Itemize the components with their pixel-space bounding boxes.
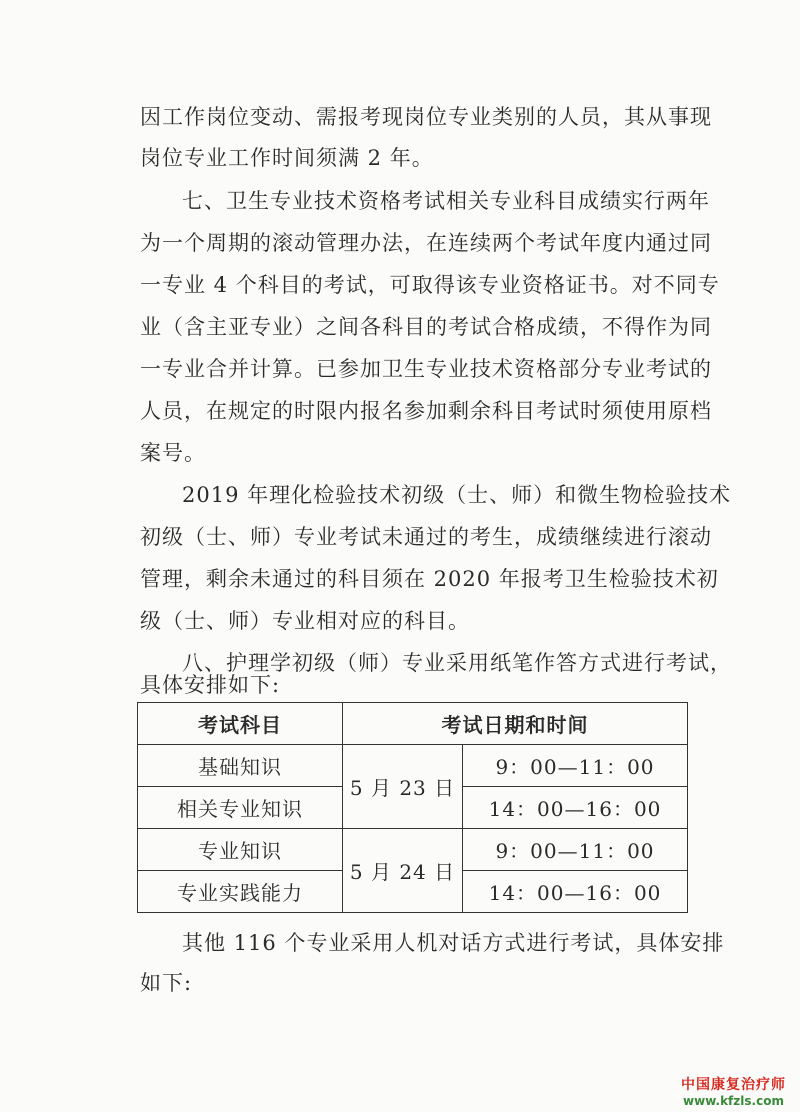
subject-cell: 专业知识 bbox=[138, 829, 343, 871]
date-cell: 5 月 23 日 bbox=[343, 745, 463, 829]
paragraph-line: 如下: bbox=[140, 971, 193, 995]
table-header-row bbox=[138, 703, 688, 745]
header-subject: 考试科目 bbox=[138, 703, 343, 745]
subject-cell: 专业实践能力 bbox=[138, 871, 343, 913]
watermark-text: 中国康复治疗师 bbox=[681, 1077, 786, 1093]
paragraph-line: 人员，在规定的时限内报名参加剩余科目考试时须使用原档 bbox=[140, 399, 712, 423]
paragraph-line: 为一个周期的滚动管理办法，在连续两个考试年度内通过同 bbox=[140, 231, 712, 255]
table-row bbox=[138, 745, 688, 787]
time-cell: 9：00—11：00 bbox=[463, 829, 688, 871]
paragraph-line: 其他 116 个专业采用人机对话方式进行考试，具体安排 bbox=[182, 931, 725, 955]
watermark-logo bbox=[681, 1074, 786, 1108]
time-cell: 9：00—11：00 bbox=[463, 745, 688, 787]
header-datetime: 考试日期和时间 bbox=[343, 703, 688, 745]
date-cell: 5 月 24 日 bbox=[343, 829, 463, 913]
paragraph-line: 八、护理学初级（师）专业采用纸笔作答方式进行考试， bbox=[182, 651, 732, 675]
paragraph-line: 具体安排如下: bbox=[140, 673, 281, 697]
paragraph-line: 岗位专业工作时间须满 2 年。 bbox=[140, 146, 434, 170]
time-cell: 14：00—16：00 bbox=[463, 871, 688, 913]
paragraph-line: 2019 年理化检验技术初级（士、师）和微生物检验技术 bbox=[182, 483, 732, 507]
exam-schedule-table bbox=[137, 702, 688, 913]
subject-cell: 相关专业知识 bbox=[138, 787, 343, 829]
paragraph-line: 七、卫生专业技术资格考试相关专业科目成绩实行两年 bbox=[182, 189, 710, 213]
table-row bbox=[138, 829, 688, 871]
paragraph-line: 管理，剩余未通过的科目须在 2020 年报考卫生检验技术初 bbox=[140, 567, 719, 591]
paragraph-line: 一专业合并计算。已参加卫生专业技术资格部分专业考试的 bbox=[140, 357, 712, 381]
subject-cell: 基础知识 bbox=[138, 745, 343, 787]
paragraph-line: 因工作岗位变动、需报考现岗位专业类别的人员，其从事现 bbox=[140, 105, 712, 129]
paragraph-line: 级（士、师）专业相对应的科目。 bbox=[140, 609, 470, 633]
paragraph-line: 案号。 bbox=[140, 441, 206, 465]
time-cell: 14：00—16：00 bbox=[463, 787, 688, 829]
watermark-url: www.kfzls.com bbox=[683, 1094, 784, 1108]
paragraph-line: 业（含主亚专业）之间各科目的考试合格成绩，不得作为同 bbox=[140, 315, 712, 339]
paragraph-line: 初级（士、师）专业考试未通过的考生，成绩继续进行滚动 bbox=[140, 525, 712, 549]
paragraph-line: 一专业 4 个科目的考试，可取得该专业资格证书。对不同专 bbox=[140, 273, 720, 297]
